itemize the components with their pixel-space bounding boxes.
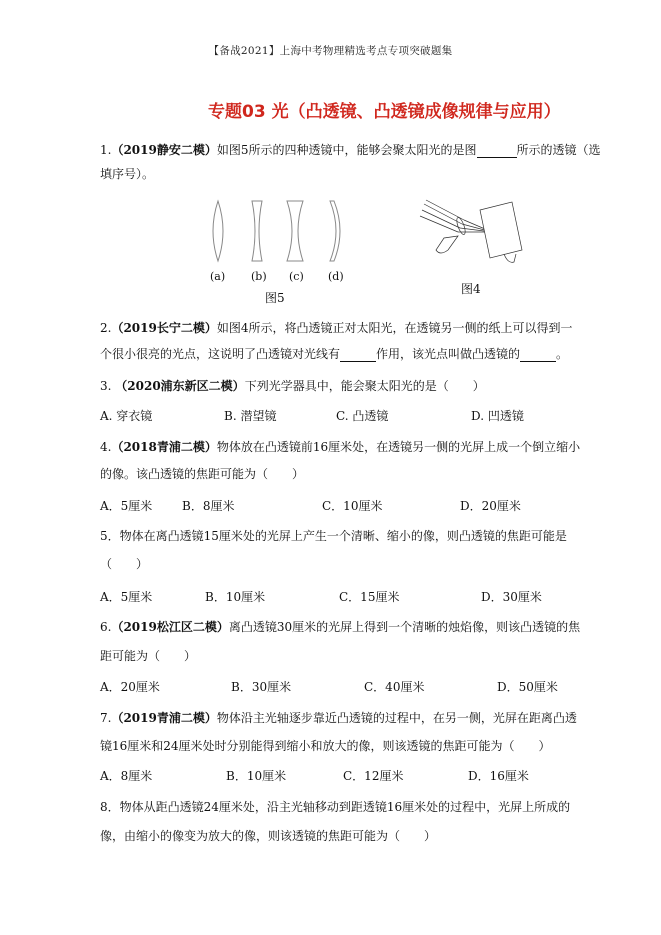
fig5-label-c: (c) — [289, 270, 304, 283]
lens-b-concave — [252, 201, 262, 261]
q1-line-2: 填序号）。 — [100, 167, 155, 181]
fig5-label-b: (b) — [251, 270, 267, 283]
q7-number: 7. — [100, 711, 112, 725]
q6-option-d[interactable]: D．50厘米 — [497, 680, 558, 694]
fig5-label-d: (d) — [328, 270, 344, 283]
q2-text-d: 。 — [556, 347, 569, 361]
q1-text: 如图5所示的四种透镜中，能够会聚太阳光的是图 — [216, 143, 477, 157]
q5-line-1: 5．物体在离凸透镜15厘米处的光屏上产生一个清晰、缩小的像，则凸透镜的焦距可能是 — [100, 529, 567, 543]
q3-line-1 — [100, 378, 485, 394]
fig5-caption: 图5 — [265, 291, 285, 305]
lens-d-convex — [330, 201, 340, 261]
q4-line-1 — [100, 439, 580, 455]
q3-option-c[interactable]: C. 凸透镜 — [336, 409, 389, 423]
q2-text: 如图4所示，将凸透镜正对太阳光，在透镜另一侧的纸上可以得到一 — [216, 321, 573, 335]
q5-option-c[interactable]: C．15厘米 — [339, 590, 400, 604]
lens-c-biconcave — [287, 201, 303, 261]
q7-option-b[interactable]: B．10厘米 — [226, 769, 287, 783]
q4-option-b[interactable]: B．8厘米 — [182, 499, 235, 513]
q1-answer-blank[interactable] — [477, 145, 517, 158]
lens-a-biconvex — [213, 201, 223, 261]
q4-line-2: 的像。该凸透镜的焦距可能为（ ） — [100, 467, 305, 481]
q2-text-c: 作用，该光点叫做凸透镜的 — [376, 347, 521, 361]
q7-source-tag: （2019青浦二模） — [111, 711, 217, 725]
q4-option-d[interactable]: D．20厘米 — [460, 499, 521, 513]
q5-option-b[interactable]: B．10厘米 — [205, 590, 266, 604]
document-header: 【备战2021】上海中考物理精选考点专项突破题集 — [208, 45, 453, 57]
q6-line-2: 距可能为（ ） — [100, 649, 197, 663]
q7-text: 物体沿主光轴逐步靠近凸透镜的过程中，在另一侧，光屏在距离凸透 — [216, 711, 577, 725]
q7-line-1 — [100, 710, 577, 726]
q2-answer-blank-2[interactable] — [520, 349, 556, 362]
q3-source-tag: （2020浦东新区二模） — [115, 379, 245, 393]
q4-option-a[interactable]: A．5厘米 — [100, 499, 153, 513]
fig4-caption: 图4 — [461, 282, 481, 296]
figure-4-sunlight-lens — [418, 198, 526, 278]
q1-number: 1. — [100, 143, 112, 157]
q3-option-a[interactable]: A. 穿衣镜 — [100, 409, 153, 423]
q7-option-a[interactable]: A．8厘米 — [100, 769, 153, 783]
q6-source-tag: （2019松江区二模） — [111, 620, 229, 634]
q2-source-tag: （2019长宁二模） — [111, 321, 217, 335]
q8-line-1: 8．物体从距凸透镜24厘米处，沿主光轴移动到距透镜16厘米处的过程中，光屏上所成的 — [100, 800, 571, 814]
q1-line-1 — [100, 142, 601, 158]
q3-option-d[interactable]: D. 凹透镜 — [471, 409, 524, 423]
q6-option-b[interactable]: B．30厘米 — [231, 680, 292, 694]
q2-number: 2. — [100, 321, 112, 335]
q5-line-2: （ ） — [100, 557, 149, 571]
q6-text: 离凸透镜30厘米的光屏上得到一个清晰的烛焰像，则该凸透镜的焦 — [228, 620, 581, 634]
q1-source-tag: （2019静安二模） — [111, 143, 217, 157]
q8-line-2: 像，由缩小的像变为放大的像，则该透镜的焦距可能为（ ） — [100, 829, 437, 843]
q6-option-a[interactable]: A．20厘米 — [100, 680, 160, 694]
q7-option-c[interactable]: C．12厘米 — [343, 769, 404, 783]
q2-answer-blank-1[interactable] — [340, 349, 376, 362]
q6-line-1 — [100, 619, 580, 635]
q2-line-1 — [100, 320, 573, 336]
q2-line-2 — [100, 346, 568, 362]
q3-option-b[interactable]: B. 潜望镜 — [224, 409, 277, 423]
q3-number: 3. — [100, 379, 112, 393]
q4-number: 4. — [100, 440, 112, 454]
q1-text-cont: 所示的透镜（选 — [516, 143, 601, 157]
q6-number: 6. — [100, 620, 112, 634]
q5-option-a[interactable]: A．5厘米 — [100, 590, 153, 604]
fig5-label-a: (a) — [210, 270, 226, 283]
q7-line-2: 镜16厘米和24厘米处时分别能得到缩小和放大的像，则该透镜的焦距可能为（ ） — [100, 739, 551, 753]
q7-option-d[interactable]: D．16厘米 — [468, 769, 529, 783]
q6-option-c[interactable]: C．40厘米 — [364, 680, 425, 694]
q3-text: 下列光学器具中，能会聚太阳光的是（ ） — [244, 379, 485, 393]
figure-5-lenses — [200, 193, 360, 303]
q5-option-d[interactable]: D．30厘米 — [481, 590, 542, 604]
q4-option-c[interactable]: C．10厘米 — [322, 499, 383, 513]
section-title: 专题03 光（凸透镜、凸透镜成像规律与应用） — [208, 102, 561, 122]
q4-text: 物体放在凸透镜前16厘米处，在透镜另一侧的光屏上成一个倒立缩小 — [216, 440, 581, 454]
q2-text-b: 个很小很亮的光点，这说明了凸透镜对光线有 — [100, 347, 341, 361]
q4-source-tag: （2018青浦二模） — [111, 440, 217, 454]
